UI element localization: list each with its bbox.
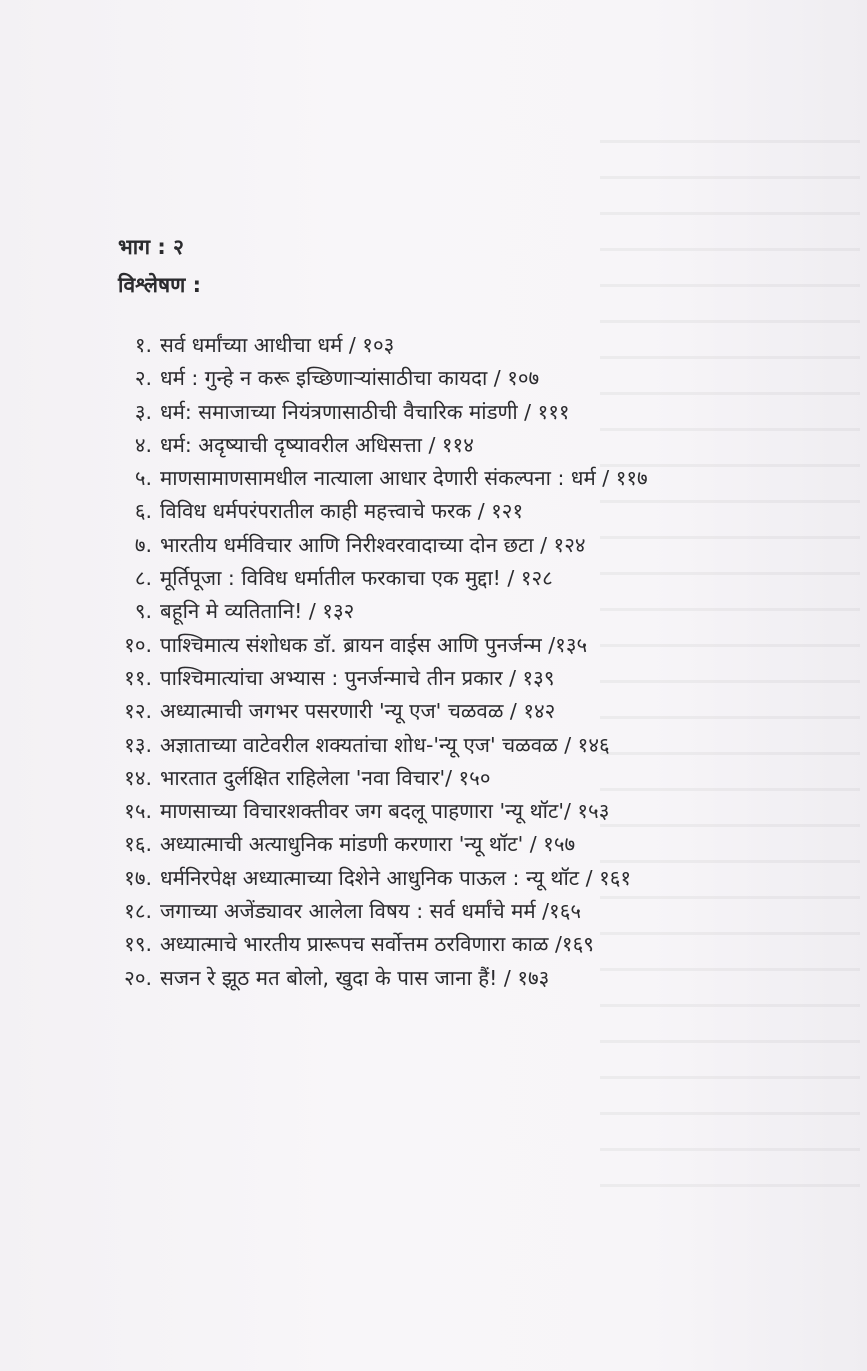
toc-entry xyxy=(108,795,848,828)
toc-title: जगाच्या अजेंड्यावर आलेला विषय : सर्व धर्मांचे मर्म /१६५ xyxy=(160,899,582,924)
toc-number: ३. xyxy=(134,399,152,424)
toc-entry xyxy=(108,495,848,528)
toc-title: भारतात दुर्लक्षित राहिलेला 'नवा विचार'/ १५० xyxy=(160,765,491,790)
toc-entry xyxy=(108,362,848,395)
toc-entry xyxy=(108,329,848,362)
toc-entry xyxy=(108,429,848,462)
toc-title: विविध धर्मपरंपरातील काही महत्त्वाचे फरक / १२१ xyxy=(160,499,524,524)
toc-number: ५. xyxy=(134,466,152,491)
toc-number: १९. xyxy=(124,932,152,957)
toc-number: १६. xyxy=(124,832,152,857)
toc-number: १०. xyxy=(124,632,152,657)
toc-entry xyxy=(108,729,848,762)
toc-entry xyxy=(108,662,848,695)
toc-number: ८. xyxy=(134,566,152,591)
toc-title: भारतीय धर्मविचार आणि निरीश्वरवादाच्या दोन छटा / १२४ xyxy=(160,532,586,557)
section-heading: विश्लेषण : xyxy=(118,273,202,297)
toc-title: धर्म: समाजाच्या नियंत्रणासाठीची वैचारिक मांडणी / १११ xyxy=(160,399,570,424)
toc-entry xyxy=(108,562,848,595)
toc-number: ११. xyxy=(124,665,152,690)
toc-number: १८. xyxy=(124,899,152,924)
toc-title: धर्मनिरपेक्ष अध्यात्माच्या दिशेने आधुनिक पाऊल : न्यू थॉट / १६१ xyxy=(160,865,632,890)
toc-entry xyxy=(108,862,848,895)
toc-number: १३. xyxy=(124,732,152,757)
section-header xyxy=(118,228,201,304)
toc-title: बहूनि मे व्यतितानि! / १३२ xyxy=(160,599,355,624)
toc-entry xyxy=(108,695,848,728)
toc-title: अध्यात्माचे भारतीय प्रारूपच सर्वोत्तम ठरविणारा काळ /१६९ xyxy=(160,932,594,957)
toc-number: ६. xyxy=(134,499,152,524)
toc-title: माणसामाणसामधील नात्याला आधार देणारी संकल्पना : धर्म / ११७ xyxy=(160,466,648,491)
toc-entry xyxy=(108,962,848,995)
toc-entry xyxy=(108,529,848,562)
toc-number: १. xyxy=(134,333,152,357)
toc-entry xyxy=(108,895,848,928)
table-of-contents xyxy=(108,329,848,995)
toc-number: १२. xyxy=(124,699,152,724)
toc-title: अध्यात्माची जगभर पसरणारी 'न्यू एज' चळवळ / १४२ xyxy=(160,699,556,724)
toc-entry xyxy=(108,762,848,795)
toc-number: ७. xyxy=(134,532,152,557)
toc-number: २. xyxy=(134,366,152,391)
toc-title: धर्म: अदृष्याची दृष्यावरील अधिसत्ता / ११४ xyxy=(160,432,474,457)
toc-entry xyxy=(108,928,848,961)
toc-number: ९. xyxy=(134,599,152,624)
toc-title: सर्व धर्मांच्या आधीचा धर्म / १०३ xyxy=(160,333,395,357)
toc-entry xyxy=(108,462,848,495)
toc-entry xyxy=(108,629,848,662)
toc-entry xyxy=(108,595,848,628)
toc-number: १५. xyxy=(124,799,152,824)
toc-number: १७. xyxy=(124,865,152,890)
toc-number: २०. xyxy=(124,965,152,990)
toc-title: अज्ञाताच्या वाटेवरील शक्यतांचा शोध-'न्यू एज' चळवळ / १४६ xyxy=(160,732,610,757)
toc-title: अध्यात्माची अत्याधुनिक मांडणी करणारा 'न्यू थॉट' / १५७ xyxy=(160,832,576,857)
toc-title: पाश्चिमात्य संशोधक डॉ. ब्रायन वाईस आणि पुनर्जन्म /१३५ xyxy=(160,632,588,657)
toc-title: माणसाच्या विचारशक्तीवर जग बदलू पाहणारा 'न्यू थॉट'/ १५३ xyxy=(160,799,610,824)
part-heading: भाग : २ xyxy=(118,235,184,259)
toc-title: मूर्तिपूजा : विविध धर्मातील फरकाचा एक मुद्दा! / १२८ xyxy=(160,566,553,591)
toc-number: ४. xyxy=(134,432,152,457)
toc-title: पाश्चिमात्यांचा अभ्यास : पुनर्जन्माचे तीन प्रकार / १३९ xyxy=(160,665,555,690)
toc-entry xyxy=(108,396,848,429)
toc-title: सजन रे झूठ मत बोलो, खुदा के पास जाना हैं! / १७३ xyxy=(160,965,550,990)
toc-entry xyxy=(108,828,848,861)
toc-number: १४. xyxy=(124,765,152,790)
toc-title: धर्म : गुन्हे न करू इच्छिणाऱ्यांसाठीचा कायदा / १०७ xyxy=(160,366,540,391)
